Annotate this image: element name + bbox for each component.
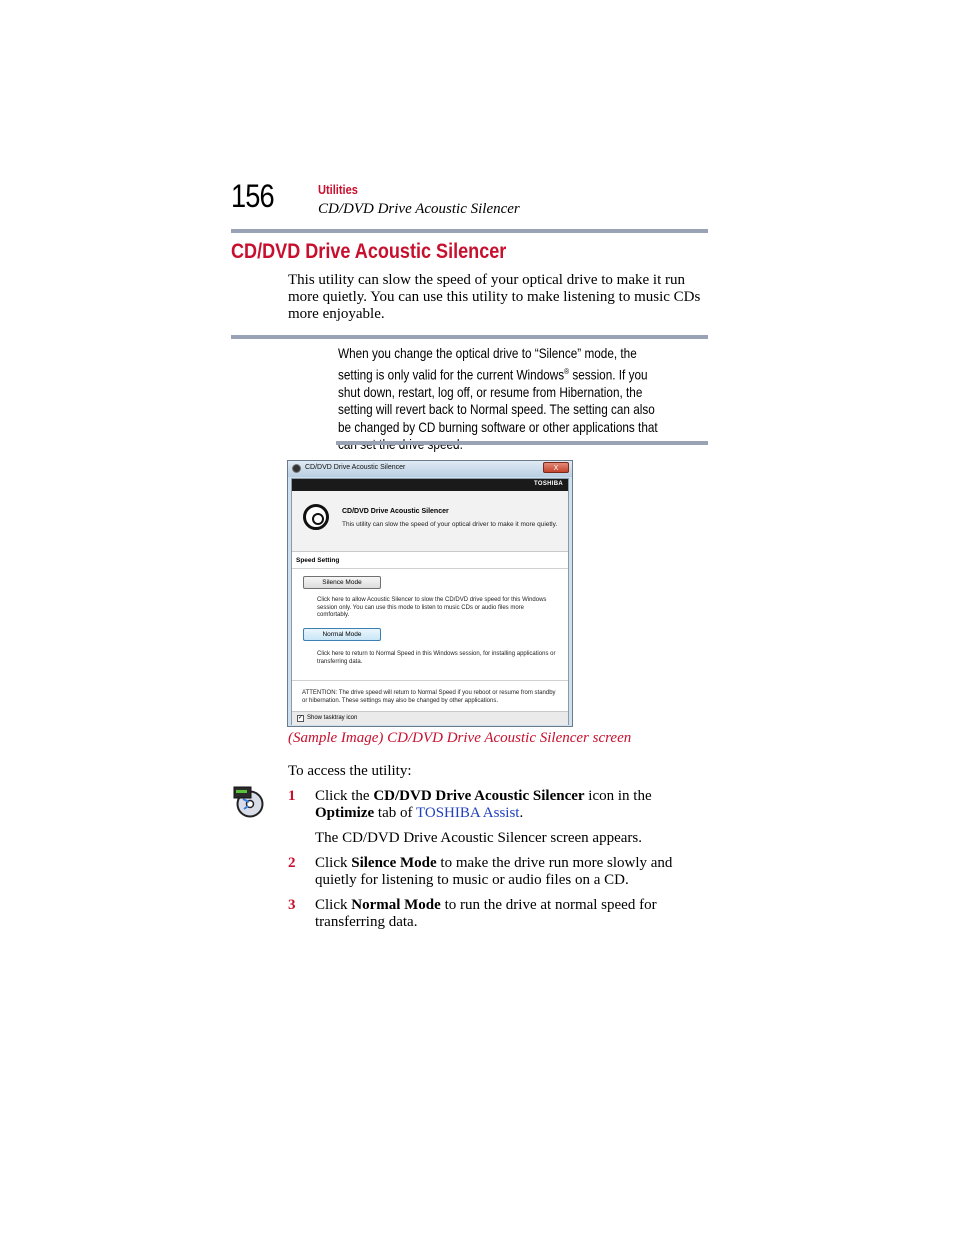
dialog-titlebar: [288, 461, 572, 477]
step-2-number: 2: [288, 855, 296, 871]
normal-mode-button[interactable]: Normal Mode: [303, 628, 381, 641]
step-3-text: [315, 897, 708, 931]
running-section: Utilities: [318, 182, 358, 197]
silence-mode-description: Click here to allow Acoustic Silencer to slow the CD/DVD drive speed for this Windows session only. You can use this mode to listen to music CDs or audio files more comfortably.: [317, 597, 547, 618]
step-2-text: [315, 855, 708, 889]
attention-text: ATTENTION: The drive speed will return to Normal Speed if you reboot or resume from standby or hibernation. These settings may also be changed by other applications.: [302, 690, 556, 704]
silence-mode-button[interactable]: Silence Mode: [303, 576, 381, 589]
show-tasktray-checkbox[interactable]: ✓: [298, 715, 304, 721]
step-1-number: 1: [288, 788, 296, 804]
note-text-part1: When you change the optical drive to “Silence” mode, the setting is only valid for the current Windows: [338, 345, 637, 383]
step-2-mode-name: Silence Mode: [351, 855, 437, 871]
step-3-text-b: to run the drive at normal speed for transferring data.: [315, 897, 657, 930]
dialog-window-title: CD/DVD Drive Acoustic Silencer: [305, 464, 406, 471]
step-1-text-a: Click the: [315, 788, 374, 804]
show-tasktray-label[interactable]: Show tasktray icon: [307, 715, 358, 721]
note-bottom-rule: [336, 441, 708, 445]
step-1-result: The CD/DVD Drive Acoustic Silencer screen appears.: [315, 830, 642, 846]
step-1-text: [315, 788, 708, 822]
note-text: [338, 345, 666, 454]
registered-mark: ®: [564, 366, 570, 376]
note-text-part2: session. If you shut down, restart, log off, or resume from Hibernation, the setting will revert back to Normal speed. The setting can also be changed by CD burning software or other applications that: [338, 366, 658, 435]
disc-app-icon: [292, 464, 301, 473]
step-1-tab-name: Optimize: [315, 805, 375, 821]
access-intro: To access the utility:: [288, 763, 412, 779]
normal-mode-description: Click here to return to Normal Speed in this Windows session, for installing applications or transferring data.: [317, 651, 556, 665]
header-rule: [231, 229, 708, 233]
figure-caption: (Sample Image) CD/DVD Drive Acoustic Silencer screen: [288, 730, 632, 746]
dialog-app-name: CD/DVD Drive Acoustic Silencer: [342, 508, 449, 515]
silencer-dialog-screenshot: [287, 460, 573, 727]
group-divider: [292, 568, 568, 569]
page-number: 156: [231, 178, 274, 214]
dialog-client-area: [291, 478, 569, 725]
brand-bar: [292, 479, 568, 491]
dialog-info-panel: [292, 491, 568, 552]
intro-paragraph: This utility can slow the speed of your optical drive to make it run more quietly. You can use this utility to make listening to music CDs more enjoyable.: [288, 272, 701, 322]
running-title: CD/DVD Drive Acoustic Silencer: [318, 201, 520, 217]
step-1-utility-name: CD/DVD Drive Acoustic Silencer: [373, 788, 585, 804]
speed-setting-label: Speed Setting: [296, 557, 340, 564]
step-2-text-b: to make the drive run more slowly and quietly for listening to music or audio files on a CD.: [315, 855, 673, 888]
step-2-text-a: Click: [315, 855, 352, 871]
dialog-app-description: This utility can slow the speed of your optical driver to make it more quietly.: [342, 521, 558, 528]
disc-icon: [303, 504, 329, 530]
step-1-text-d: .: [519, 805, 524, 821]
toshiba-logo: TOSHIBA: [534, 481, 563, 487]
step-1-text-b: icon in the: [584, 788, 652, 804]
note-top-rule: [231, 335, 708, 339]
drive-icon-led: [236, 790, 247, 793]
step-3-number: 3: [288, 897, 296, 913]
silencer-utility-icon: [233, 785, 264, 818]
close-button[interactable]: X: [543, 462, 569, 473]
dialog-footer: [292, 711, 568, 725]
step-1-text-c: tab of: [374, 805, 416, 821]
attention-divider: [292, 680, 568, 681]
toshiba-assist-link[interactable]: TOSHIBA Assist: [415, 805, 520, 821]
step-3-mode-name: Normal Mode: [351, 897, 441, 913]
step-3-text-a: Click: [315, 897, 352, 913]
section-heading: CD/DVD Drive Acoustic Silencer: [231, 240, 507, 263]
